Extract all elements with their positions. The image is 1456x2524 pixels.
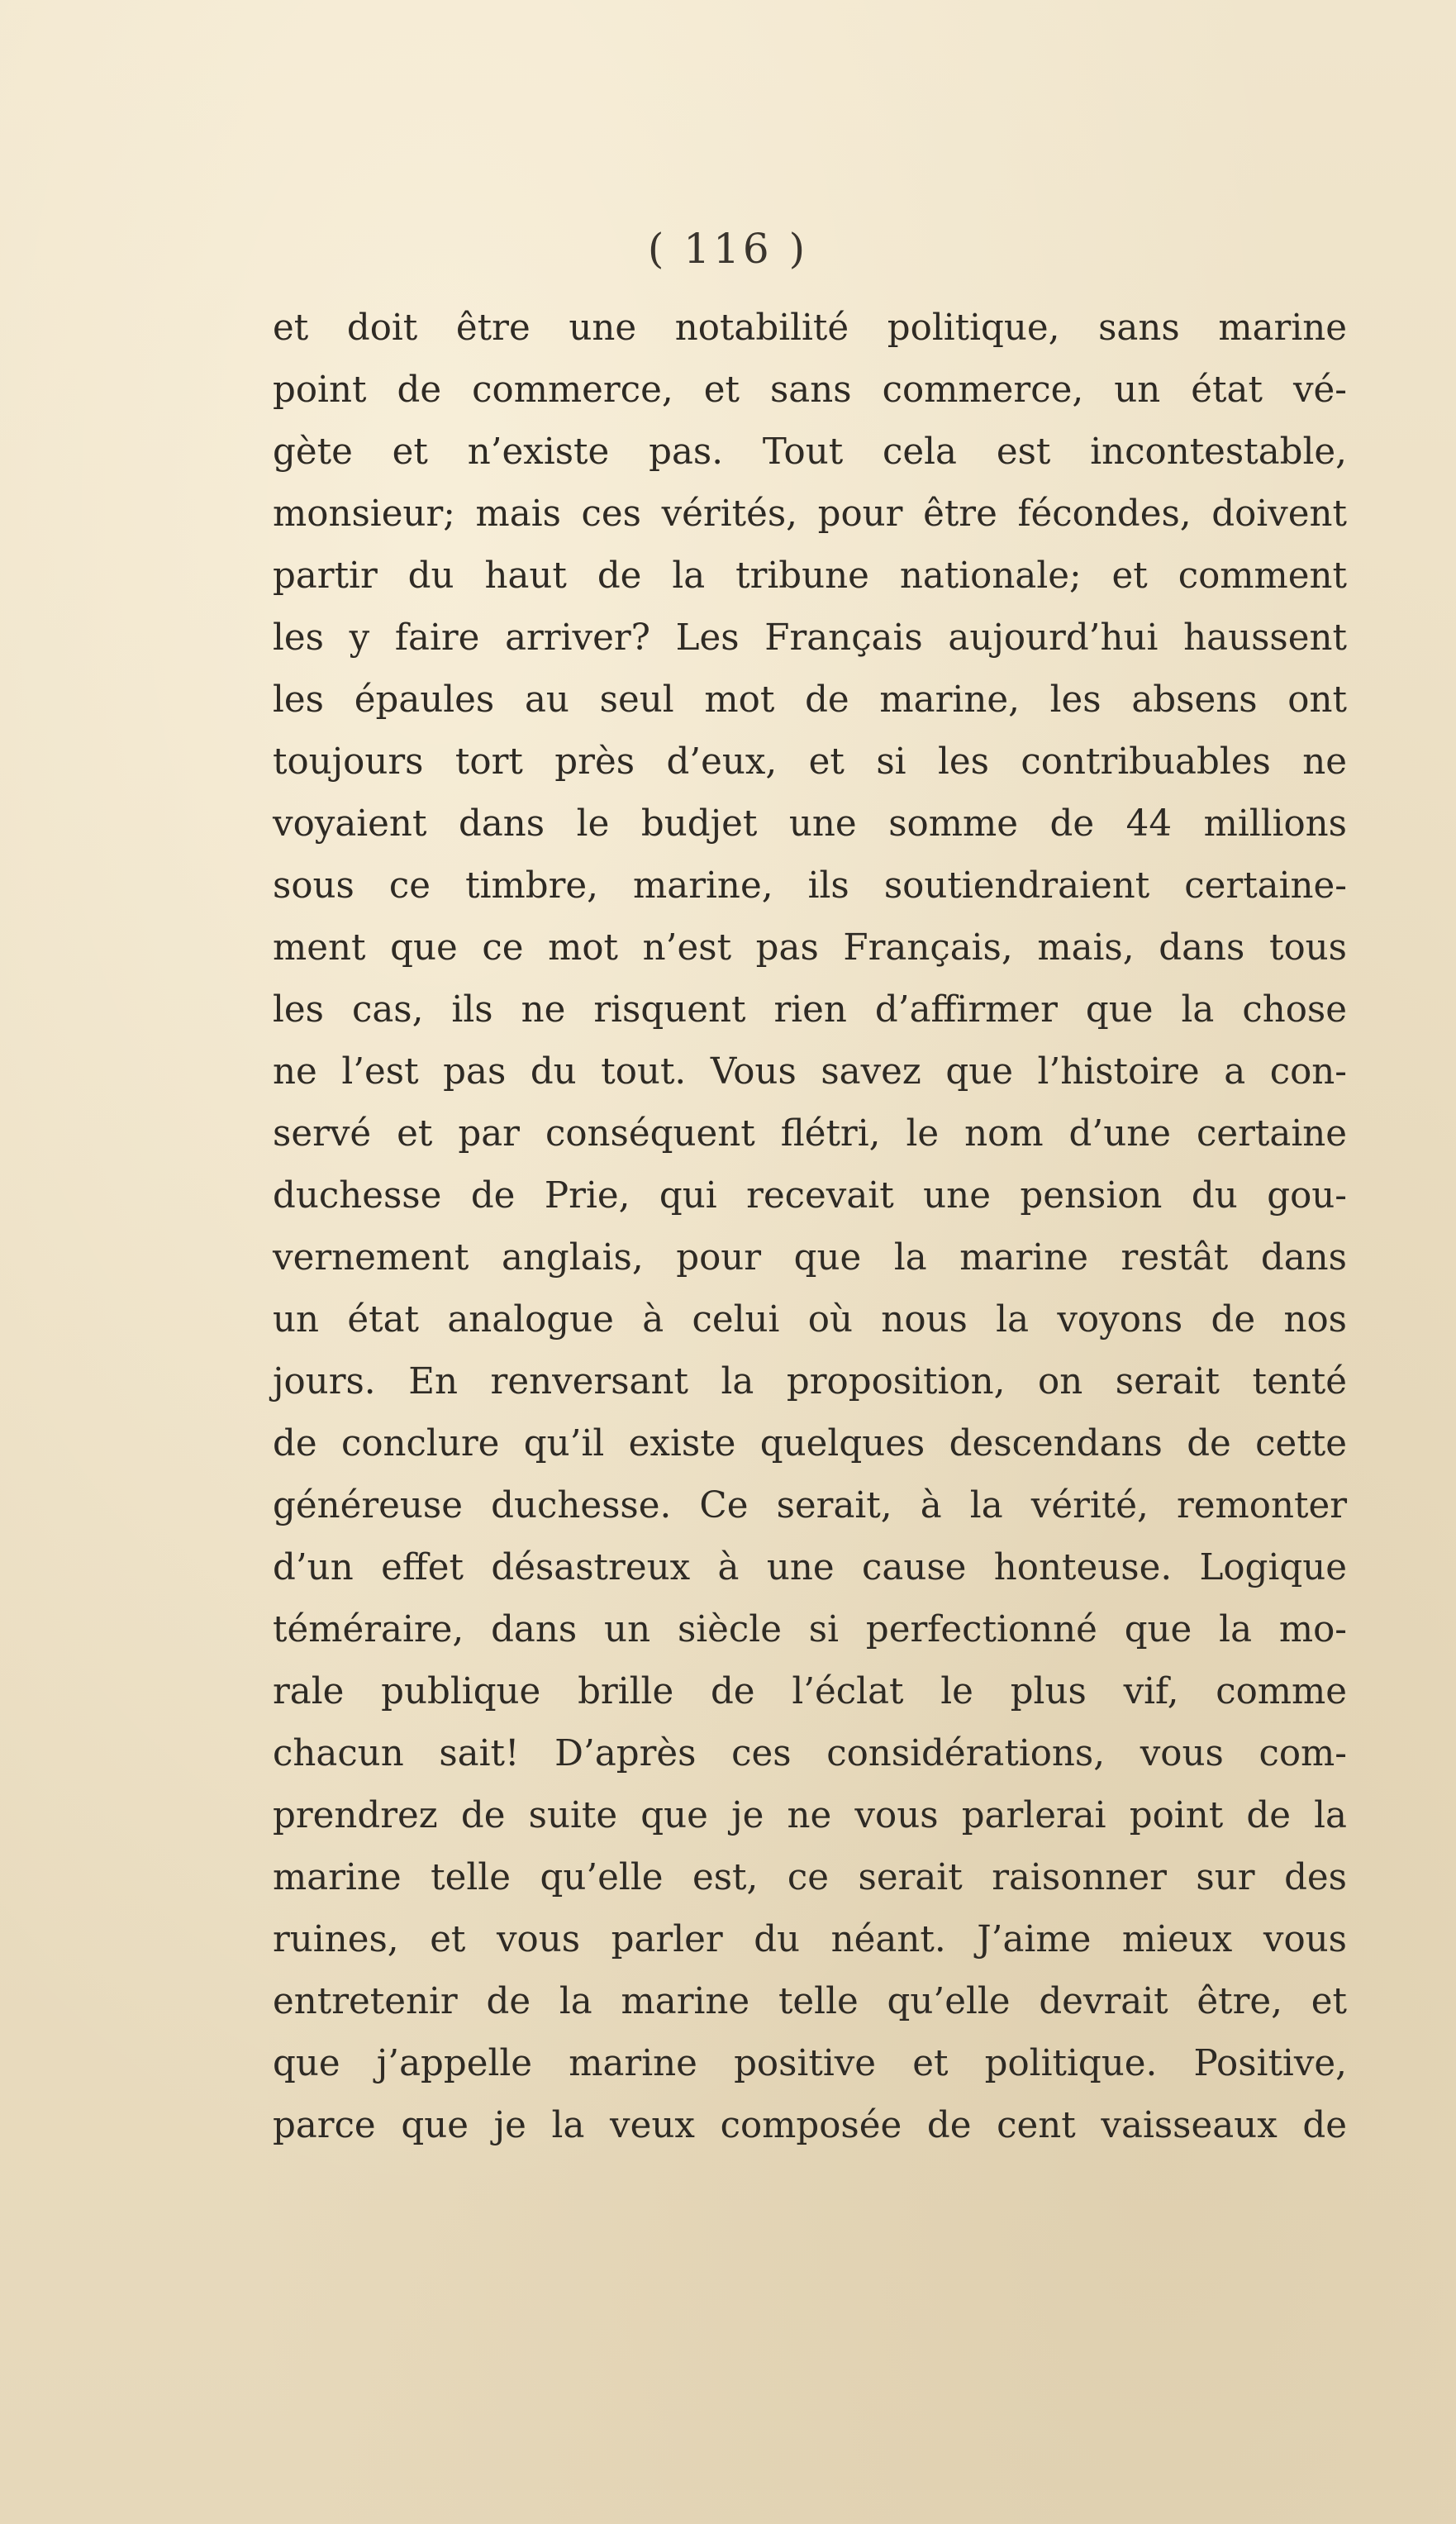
- text-line: jours. En renversant la proposition, on serait tenté: [273, 1361, 1347, 1402]
- text-line: servé et par conséquent flétri, le nom d’une certaine: [273, 1113, 1347, 1155]
- page-number: ( 116 ): [647, 225, 809, 273]
- text-line: généreuse duchesse. Ce serait, à la vérité, remonter: [273, 1485, 1347, 1526]
- text-line: rale publique brille de l’éclat le plus vif, comme: [273, 1671, 1347, 1712]
- text-line: point de commerce, et sans commerce, un état vé-: [273, 369, 1347, 411]
- text-line: voyaient dans le budjet une somme de 44 millions: [273, 803, 1347, 845]
- text-line: les cas, ils ne risquent rien d’affirmer que la chose: [273, 989, 1347, 1031]
- text-line: marine telle qu’elle est, ce serait raisonner sur des: [273, 1857, 1347, 1898]
- text-line: partir du haut de la tribune nationale; et comment: [273, 555, 1347, 597]
- text-line: et doit être une notabilité politique, sans marine: [273, 307, 1347, 349]
- text-line: ne l’est pas du tout. Vous savez que l’histoire a con-: [273, 1051, 1347, 1093]
- text-line: sous ce timbre, marine, ils soutiendraient certaine-: [273, 865, 1347, 907]
- text-line: gète et n’existe pas. Tout cela est incontestable,: [273, 431, 1347, 473]
- text-line: vernement anglais, pour que la marine restât dans: [273, 1237, 1347, 1279]
- text-line: ment que ce mot n’est pas Français, mais, dans tous: [273, 927, 1347, 969]
- text-line: entretenir de la marine telle qu’elle devrait être, et: [273, 1981, 1347, 2022]
- text-line: d’un effet désastreux à une cause honteuse. Logique: [273, 1547, 1347, 1588]
- text-line: prendrez de suite que je ne vous parlerai point de la: [273, 1795, 1347, 1836]
- text-line: un état analogue à celui où nous la voyons de nos: [273, 1299, 1347, 1341]
- text-line: ruines, et vous parler du néant. J’aime mieux vous: [273, 1919, 1347, 1960]
- text-line: les épaules au seul mot de marine, les absens ont: [273, 679, 1347, 721]
- text-line: que j’appelle marine positive et politique. Positive,: [273, 2043, 1347, 2084]
- text-line: parce que je la veux composée de cent vaisseaux de: [273, 2105, 1347, 2146]
- text-line: duchesse de Prie, qui recevait une pension du gou-: [273, 1175, 1347, 1217]
- text-line: de conclure qu’il existe quelques descendans de cette: [273, 1423, 1347, 1464]
- body-text: [273, 298, 1347, 2157]
- text-line: chacun sait! D’après ces considérations, vous com-: [273, 1733, 1347, 1774]
- text-line: toujours tort près d’eux, et si les contribuables ne: [273, 741, 1347, 783]
- text-line: téméraire, dans un siècle si perfectionné que la mo-: [273, 1609, 1347, 1650]
- text-line: les y faire arriver? Les Français aujourd’hui haussent: [273, 617, 1347, 659]
- text-line: monsieur; mais ces vérités, pour être fécondes, doivent: [273, 493, 1347, 535]
